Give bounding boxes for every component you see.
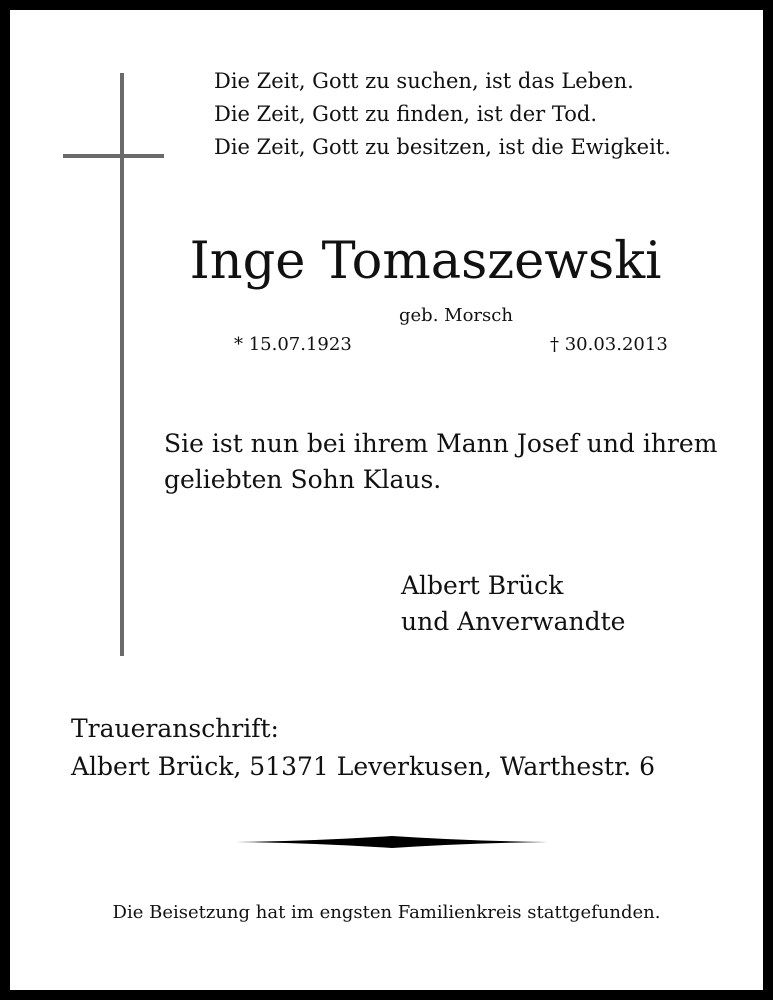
tapered-divider-icon [236,830,548,854]
mourners-signature [401,568,625,640]
burial-note: Die Beisetzung hat im engsten Familienkreis stattgefunden. [112,902,661,923]
maiden-name: geb. Morsch [399,305,513,326]
signature-line-1: Albert Brück [401,571,564,600]
deceased-name: Inge Tomaszewski [189,232,662,291]
signature-line-2: und Anverwandte [401,607,626,636]
address-label: Traueranschrift: [71,714,279,743]
verse-line-1: Die Zeit, Gott zu suchen, ist das Leben. [214,69,634,93]
memorial-message [164,426,717,498]
cross-horizontal-bar [63,154,164,158]
message-line-2: geliebten Sohn Klaus. [164,465,442,494]
birth-date: * 15.07.1923 [234,334,352,355]
address-value: Albert Brück, 51371 Leverkusen, Warthestr. 6 [71,752,656,781]
verse-line-2: Die Zeit, Gott zu finden, ist der Tod. [214,102,598,126]
death-date: † 30.03.2013 [550,334,668,355]
mourning-address [71,710,655,786]
verse-line-3: Die Zeit, Gott zu besitzen, ist die Ewigkeit. [214,135,671,159]
message-line-1: Sie ist nun bei ihrem Mann Josef und ihrem [164,429,718,458]
bible-verse [214,65,671,164]
cross-vertical-bar [120,73,124,656]
